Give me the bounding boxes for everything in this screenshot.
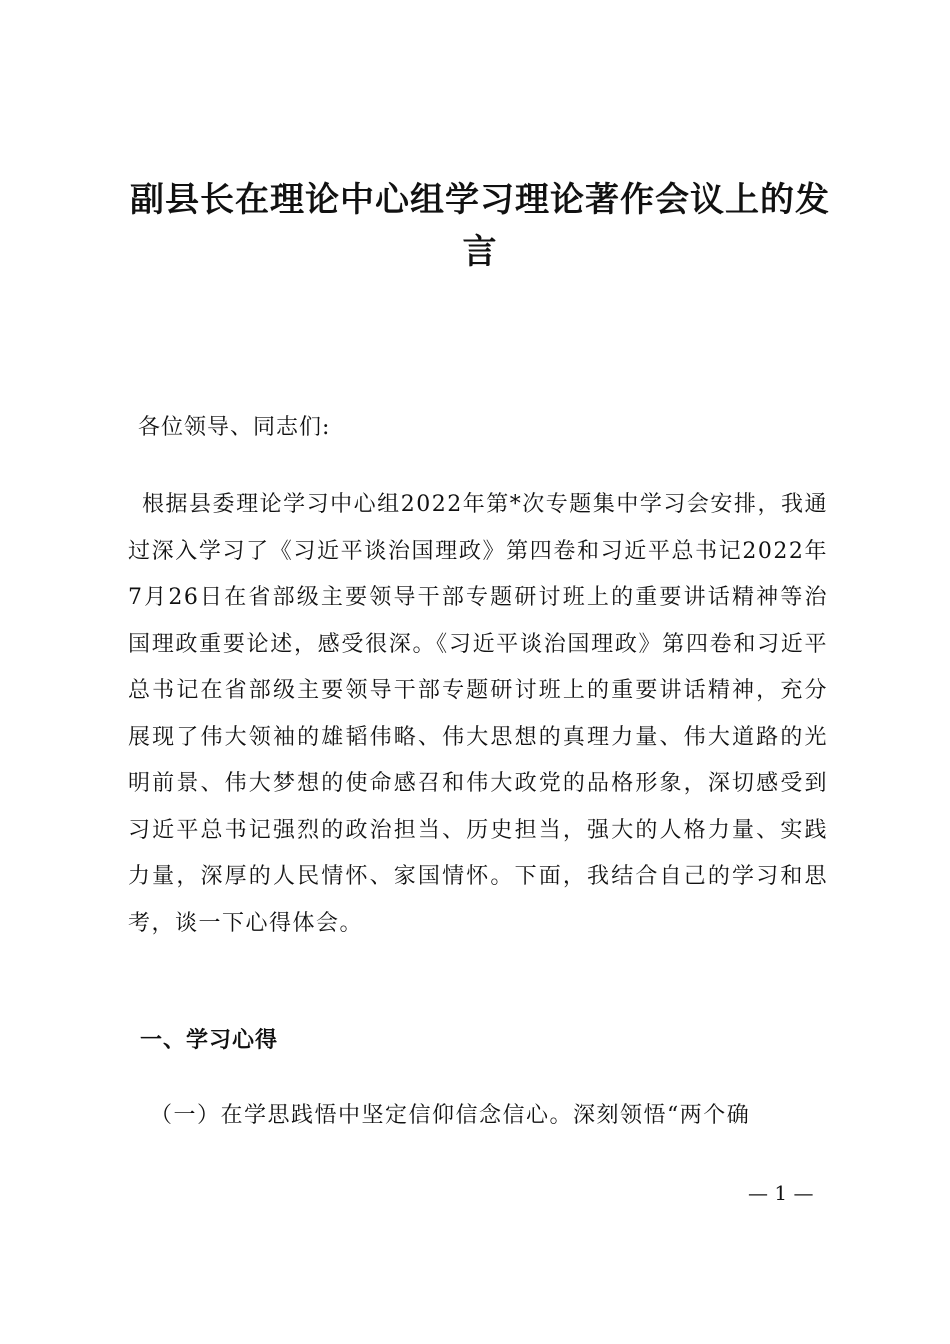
- page-number: — 1 —: [748, 1181, 814, 1205]
- section-heading: 一、学习心得: [140, 1027, 279, 1053]
- document-title: 副县长在理论中心组学习理论著作会议上的发言: [130, 180, 830, 272]
- salutation: 各位领导、同志们:: [138, 415, 331, 440]
- intro-paragraph: 根据县委理论学习中心组2022年第*次专题集中学习会安排，我通过深入学习了《习近平谈治国理政》第四卷和习近平总书记2022年7月26日在省部级主要领导干部专题研讨班上的重要讲话精神等治国理政重要论述，感受很深。《习近平谈治国理政》第四卷和习近平总书记在省部级主要领导干部专题研讨班上的重要讲话精神，充分展现了伟大领袖的雄韬伟略、伟大思想的真理力量、伟大道路的光明前景、伟大梦想的使命感召和伟大政党的品格形象，深切感受到习近平总书记强烈的政治担当、历史担当，强大的人格力量、实践力量，深厚的人民情怀、家国情怀。下面，我结合自己的学习和思考，谈一下心得体会。: [128, 492, 828, 936]
- subsection-line: （一）在学思践悟中坚定信仰信念信心。深刻领悟“两个确: [150, 1103, 751, 1128]
